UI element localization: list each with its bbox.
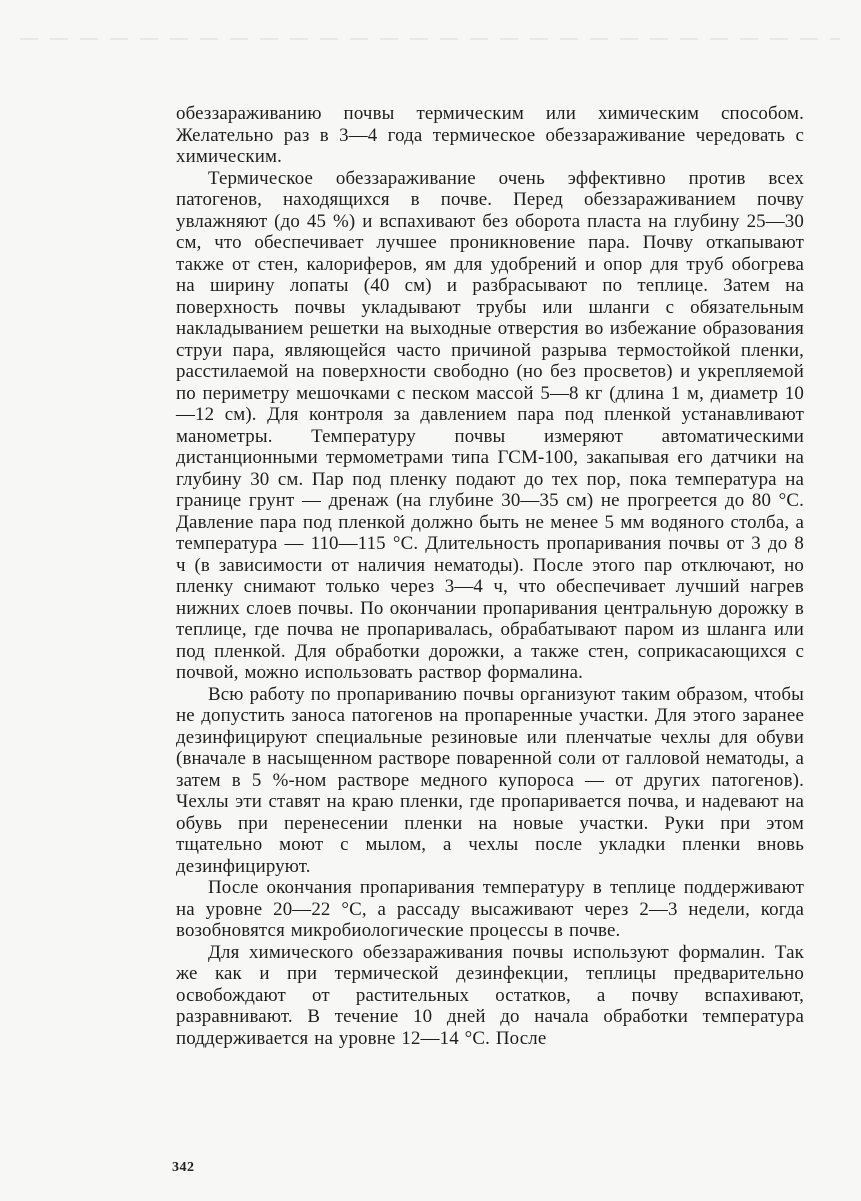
body-text bbox=[176, 103, 804, 1049]
paragraph-continuation: обеззараживанию почвы термическим или химическим способом. Желательно раз в 3—4 года термическое обеззараживание чередовать с химическим. bbox=[176, 103, 804, 167]
paragraph-thermal-disinfection: Термическое обеззараживание очень эффективно против всех патогенов, находящихся в почве. Перед обеззараживанием почву увлажняют (до 45 %) и вспахивают без оборота пласта на глубину 25—30 см, что обеспечивает лучшее проникновение пара. Почву откапывают также от стен, калориферов, ям для удобрений и опор для труб обогрева на ширину лопаты (40 см) и разбрасывают по теплице. Затем на поверхность почвы укладывают трубы или шланги с обязательным накладыванием решетки на выходные отверстия во избежание образования струи пара, являющейся часто причиной разрыва термостойкой пленки, расстилаемой на поверхности свободно (но без просветов) и укрепляемой по периметру мешочками с песком массой 5—8 кг (длина 1 м, диаметр 10—12 см). Для контроля за давлением пара под пленкой устанавливают манометры. Температуру почвы измеряют автоматическими дистанционными термометрами типа ГСМ-100, закапывая его датчики на глубину 30 см. Пар под пленку подают до тех пор, пока температура на границе грунт — дренаж (на глубине 30—35 см) не прогреется до 80 °С. Давление пара под пленкой должно быть не менее 5 мм водяного столба, а температура — 110—115 °С. Длительность пропаривания почвы от 3 до 8 ч (в зависимости от наличия нематоды). После этого пар отключают, но пленку снимают только через 3—4 ч, что обеспечивает лучший нагрев нижних слоев почвы. По окончании пропаривания центральную дорожку в теплице, где почва не пропаривалась, обрабатывают паром из шланга или под пленкой. Для обработки дорожки, а также стен, соприкасающихся с почвой, можно использовать раствор формалина. bbox=[176, 167, 804, 683]
scan-artifact bbox=[20, 38, 840, 40]
paragraph-after-steaming: После окончания пропаривания температуру в теплице поддерживают на уровне 20—22 °С, а рассаду высаживают через 2—3 недели, когда возобновятся микробиологические процессы в почве. bbox=[176, 877, 804, 941]
paragraph-chemical-disinfection: Для химического обеззараживания почвы используют формалин. Так же как и при термической дезинфекции, теплицы предварительно освобождают от растительных остатков, а почву вспахивают, разравнивают. В течение 10 дней до начала обработки температура поддерживается на уровне 12—14 °С. После bbox=[176, 941, 804, 1049]
page-number: 342 bbox=[172, 1160, 195, 1175]
paragraph-steaming-organization: Всю работу по пропариванию почвы организуют таким образом, чтобы не допустить заноса патогенов на пропаренные участки. Для этого заранее дезинфицируют специальные резиновые или пленчатые чехлы для обуви (вначале в насыщенном растворе поваренной соли от галловой нематоды, а затем в 5 %-ном растворе медного купороса — от других патогенов). Чехлы эти ставят на краю пленки, где пропаривается почва, и надевают на обувь при перенесении пленки на новые участки. Руки при этом тщательно моют с мылом, а чехлы после укладки пленки вновь дезинфицируют. bbox=[176, 683, 804, 877]
